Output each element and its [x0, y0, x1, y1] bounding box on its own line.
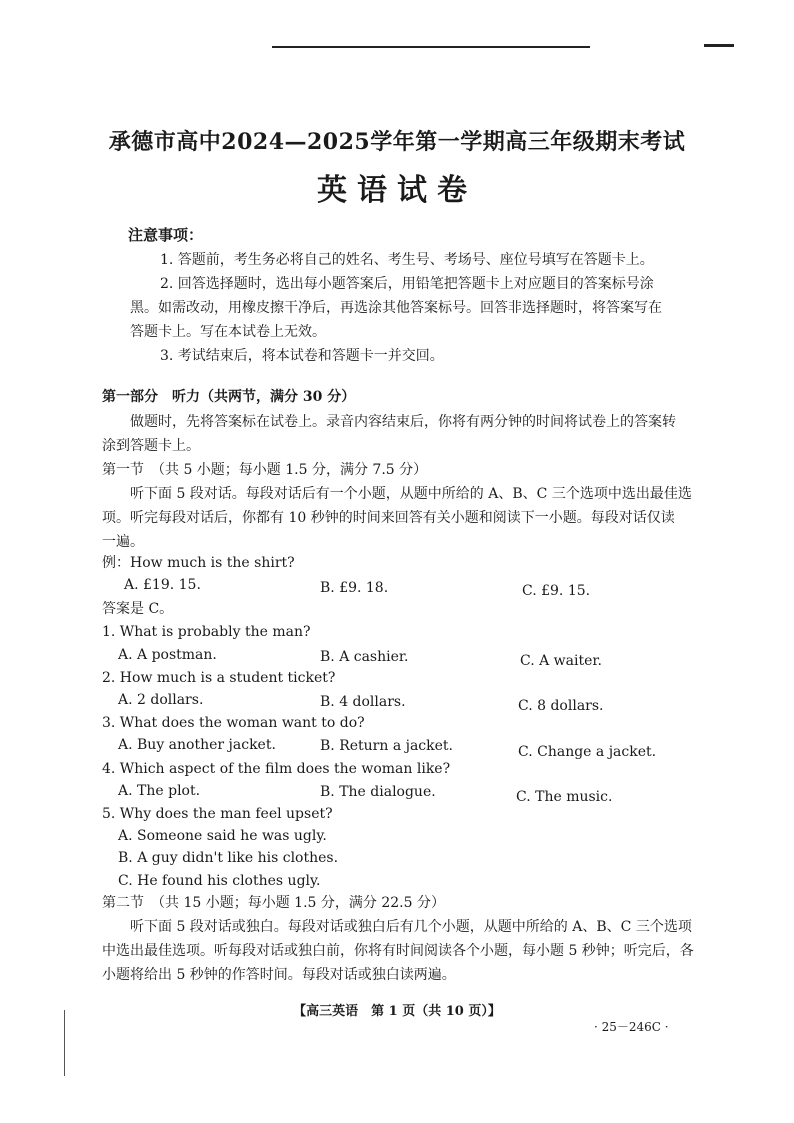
- question-3-option-b: B. Return a jacket.: [320, 738, 453, 754]
- notice-item: 黑。如需改动，用橡皮擦干净后，再选涂其他答案标号。回答非选择题时，将答案写在: [130, 300, 662, 316]
- section2-intro: 听下面 5 段对话或独白。每段对话或独白后有几个小题，从题中所给的 A、B、C 三个选项: [130, 919, 692, 935]
- section1-intro: 听下面 5 段对话。每段对话后有一个小题，从题中所给的 A、B、C 三个选项中选出最佳选: [130, 486, 692, 502]
- question-5-option-a: A. Someone said he was ugly.: [118, 828, 327, 844]
- question-1: 1. What is probably the man?: [102, 624, 311, 640]
- notice-item: 2. 回答选择题时，选出每小题答案后，用铅笔把答题卡上对应题目的答案标号涂: [160, 276, 654, 292]
- question-3-option-a: A. Buy another jacket.: [118, 737, 276, 753]
- exam-title: 承德市高中2024—2025学年第一学期高三年级期末考试: [108, 129, 686, 155]
- section1-heading: 第一节 （共 5 小题；每小题 1.5 分，满分 7.5 分）: [102, 462, 428, 478]
- question-2: 2. How much is a student ticket?: [102, 670, 336, 686]
- question-5: 5. Why does the man feel upset?: [102, 806, 333, 822]
- question-2-option-a: A. 2 dollars.: [118, 692, 204, 708]
- question-2-option-b: B. 4 dollars.: [320, 694, 406, 710]
- question-5-option-b: B. A guy didn't like his clothes.: [118, 850, 339, 866]
- top-mark: [704, 44, 734, 47]
- question-2-option-c: C. 8 dollars.: [518, 698, 604, 714]
- section2-intro: 小题将给出 5 秒钟的作答时间。每段对话或独白读两遍。: [102, 967, 456, 983]
- paper-code: · 25－246C ·: [594, 1020, 669, 1034]
- example-option-a: A. £19. 15.: [124, 577, 201, 593]
- part1-intro: 做题时，先将答案标在试卷上。录音内容结束后，你将有两分钟的时间将试卷上的答案转: [130, 414, 676, 430]
- scan-edge-line: [64, 1010, 65, 1076]
- notice-item: 1. 答题前，考生务必将自己的姓名、考生号、考场号、座位号填写在答题卡上。: [160, 252, 654, 268]
- exam-subtitle: 英语试卷: [317, 173, 477, 208]
- notice-heading: 注意事项：: [128, 226, 204, 244]
- question-3-option-c: C. Change a jacket.: [518, 744, 657, 760]
- top-rule: [272, 46, 590, 48]
- example-answer: 答案是 C。: [102, 601, 174, 617]
- example-option-b: B. £9. 18.: [320, 580, 389, 596]
- part1-intro: 涂到答题卡上。: [102, 438, 200, 454]
- question-1-option-b: B. A cashier.: [320, 649, 409, 665]
- question-4: 4. Which aspect of the film does the woman like?: [102, 761, 451, 777]
- part1-heading: 第一部分 听力（共两节，满分 30 分）: [102, 389, 356, 405]
- question-1-option-c: C. A waiter.: [520, 653, 602, 669]
- question-4-option-a: A. The plot.: [118, 783, 201, 799]
- section1-intro: 项。听完每段对话后，你都有 10 秒钟的时间来回答有关小题和阅读下一小题。每段对话仅读: [102, 510, 675, 526]
- question-4-option-b: B. The dialogue.: [320, 784, 436, 800]
- question-1-option-a: A. A postman.: [118, 647, 217, 663]
- section2-intro: 中选出最佳选项。听每段对话或独白前，你将有时间阅读各个小题，每小题 5 秒钟；听完后，各: [102, 943, 694, 959]
- question-3: 3. What does the woman want to do?: [102, 715, 365, 731]
- example-option-c: C. £9. 15.: [522, 583, 591, 599]
- notice-item: 3. 考试结束后，将本试卷和答题卡一并交回。: [160, 348, 444, 364]
- example-question: 例：How much is the shirt?: [102, 555, 295, 571]
- section1-intro: 一遍。: [102, 534, 144, 550]
- question-4-option-c: C. The music.: [516, 789, 613, 805]
- section2-heading: 第二节 （共 15 小题；每小题 1.5 分，满分 22.5 分）: [102, 895, 445, 911]
- notice-item: 答题卡上。写在本试卷上无效。: [130, 324, 326, 340]
- page-footer: 【高三英语 第 1 页（共 10 页）】: [293, 1004, 501, 1019]
- question-5-option-c: C. He found his clothes ugly.: [118, 873, 321, 889]
